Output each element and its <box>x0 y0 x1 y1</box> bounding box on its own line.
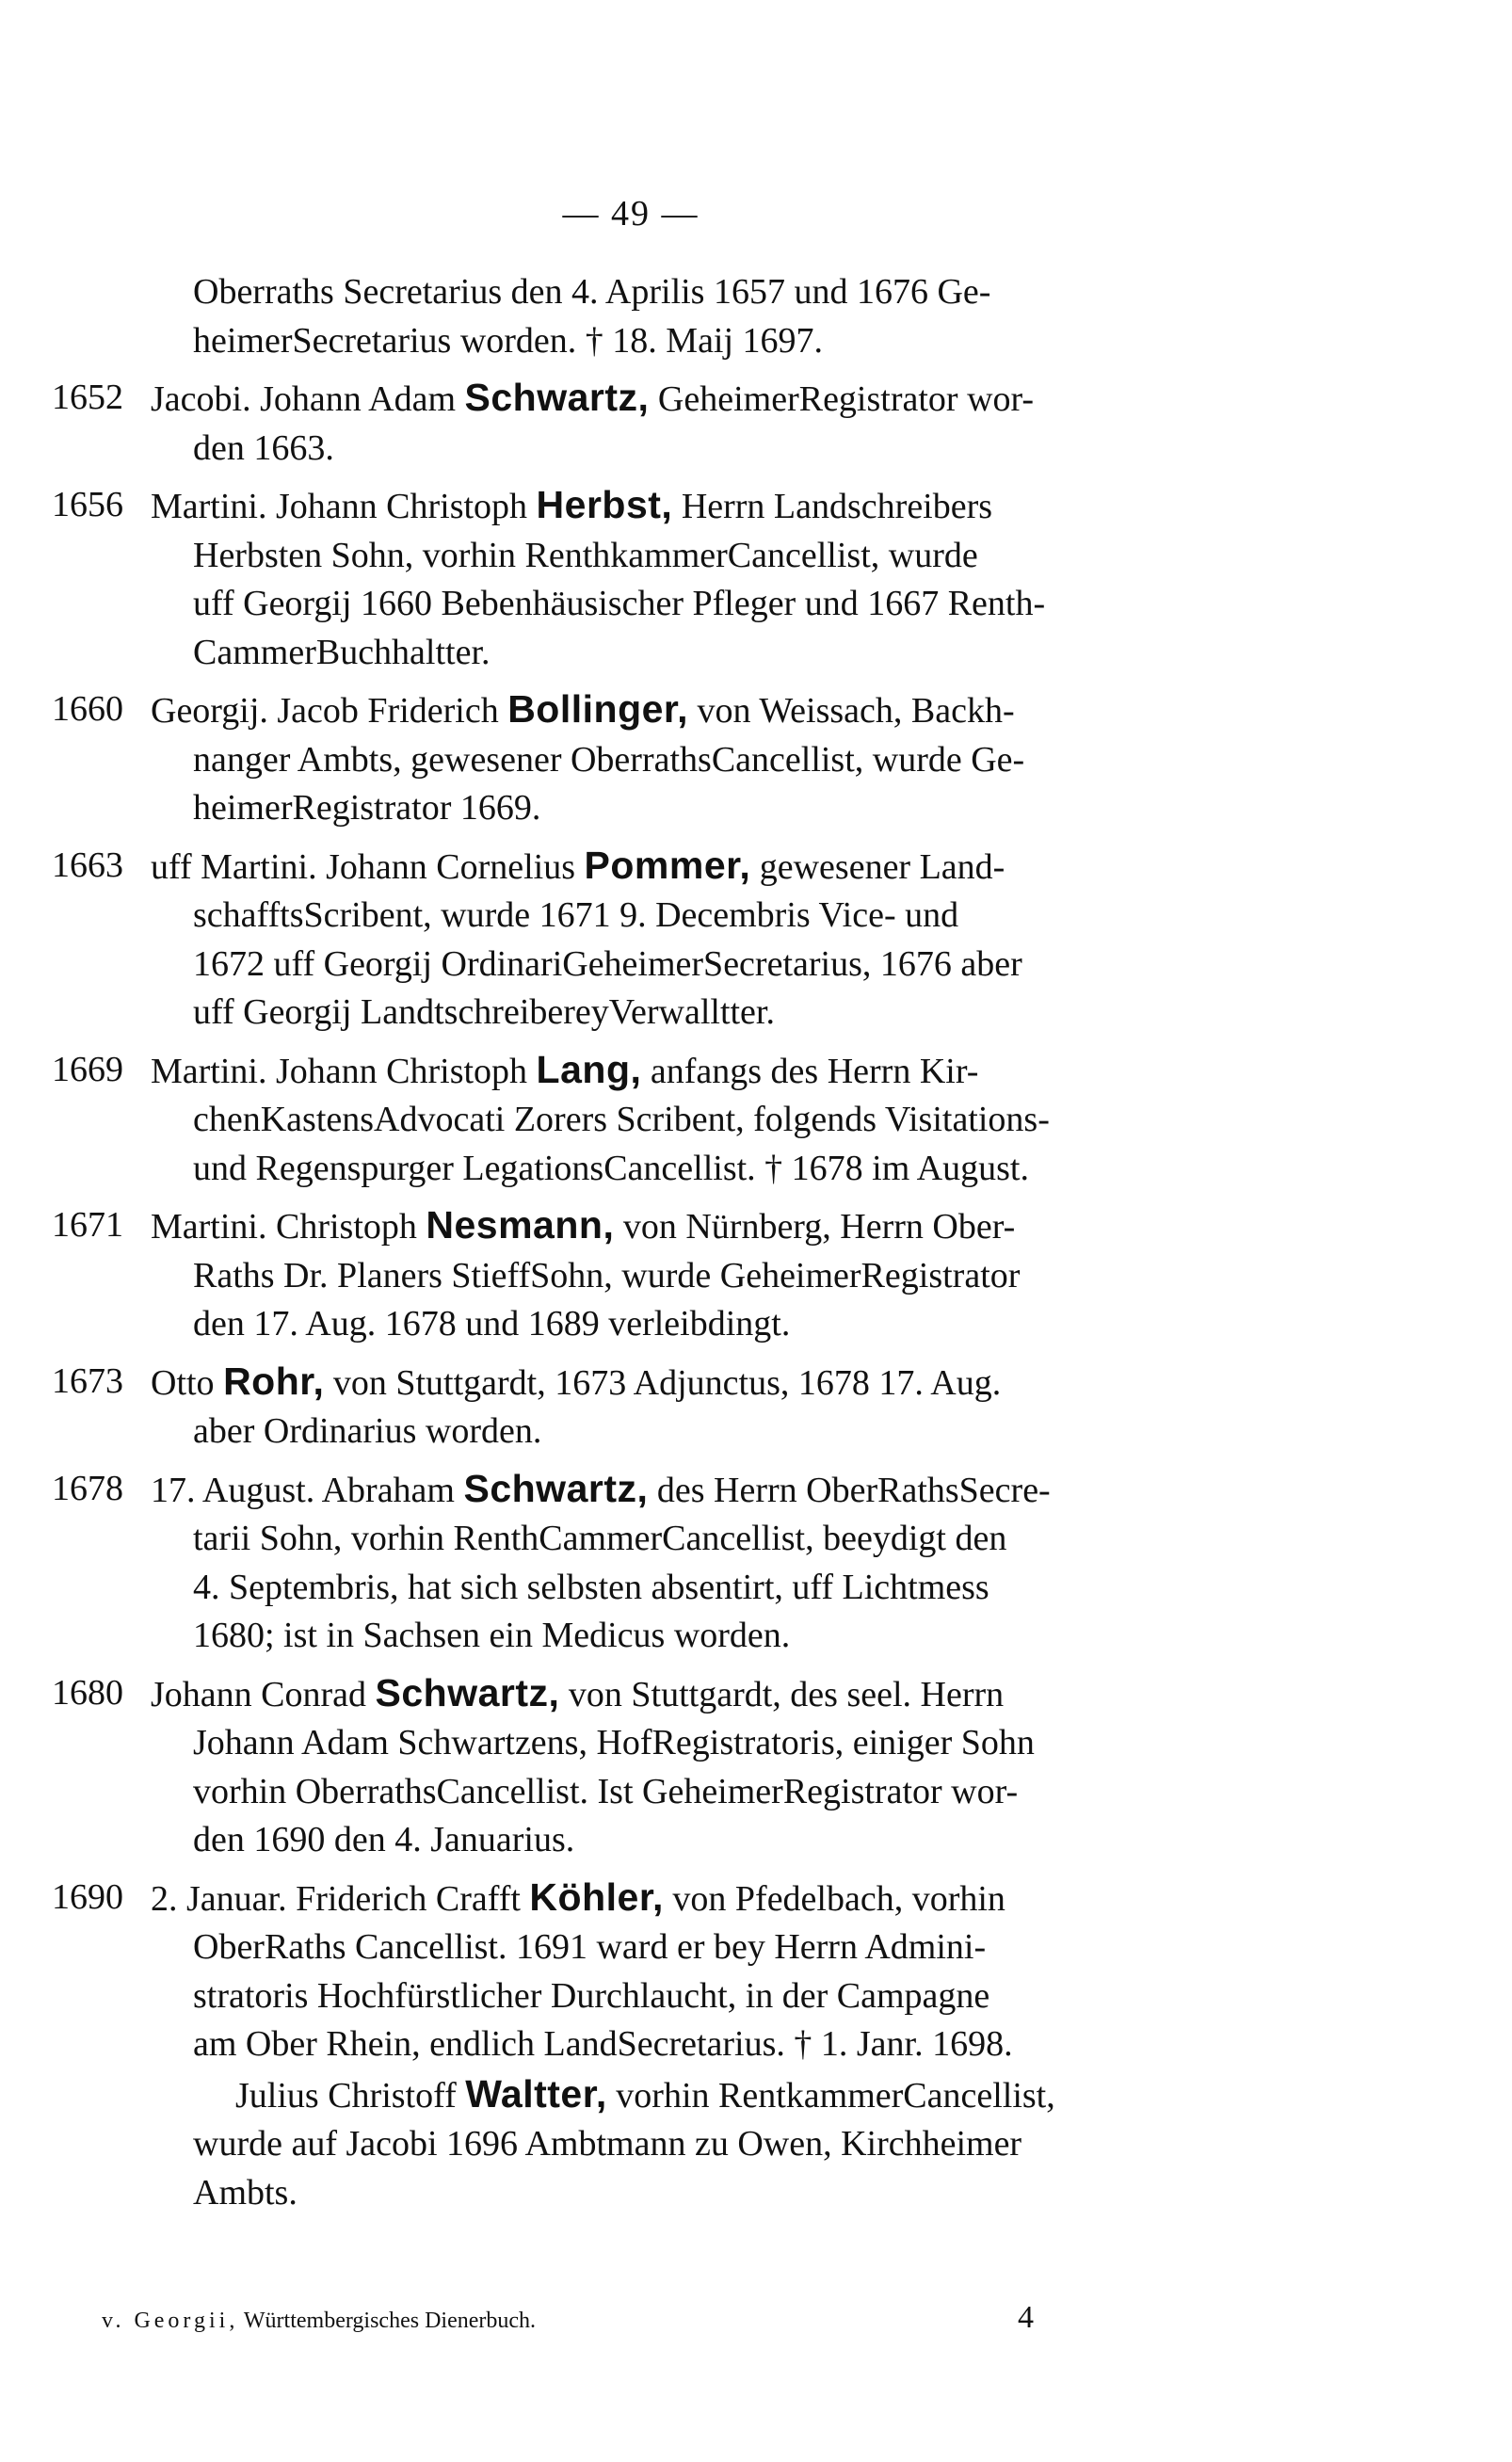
footer-author: v. Georgii, <box>102 2309 239 2333</box>
entry-text-before: Martini. Johann Christoph <box>151 1051 537 1091</box>
text-line: uff Georgij 1660 Bebenhäusischer Pfleger und 1667 Renth- <box>193 584 1046 623</box>
entry-year: 1663 <box>52 845 123 885</box>
entry <box>52 374 1205 473</box>
entry-text-before: Jacobi. Johann Adam <box>151 379 465 419</box>
entry-name: Pommer, <box>584 843 751 887</box>
entry-first-line <box>151 1669 1205 1720</box>
entry-text-before: 17. August. Abraham <box>151 1470 464 1510</box>
text-line: Herbsten Sohn, vorhin RenthkammerCancellist, wurde <box>193 535 978 575</box>
entry-text-after: von Stuttgardt, 1673 Adjunctus, 1678 17. Aug. <box>324 1362 1002 1403</box>
entry-name: Schwartz, <box>463 1466 649 1510</box>
entry <box>52 1201 1205 1349</box>
text-line: den 1663. <box>193 427 334 468</box>
entry-year: 1660 <box>52 689 123 729</box>
text-line: den 17. Aug. 1678 und 1689 verleibdingt. <box>193 1304 791 1344</box>
text-line: Ambts. <box>193 2172 298 2213</box>
text-line: vorhin OberrathsCancellist. Ist GeheimerRegistrator wor- <box>193 1771 1019 1811</box>
body-text <box>52 268 1205 2218</box>
entry-text-before: Georgij. Jacob Friderich <box>151 691 508 731</box>
text-line: OberRaths Cancellist. 1691 ward er bey Herrn Admini- <box>193 1927 987 1967</box>
entry-waltter <box>151 2070 1205 2218</box>
entry-year: 1673 <box>52 1360 123 1401</box>
entry-first-line <box>151 1874 1205 1924</box>
entry-year: 1678 <box>52 1468 123 1508</box>
entry-year: 1656 <box>52 485 123 524</box>
entry-name: Schwartz, <box>464 376 650 419</box>
continuation-paragraph <box>151 268 1205 365</box>
entry-first-line <box>151 685 1205 736</box>
text-line: aber Ordinarius worden. <box>193 1411 542 1451</box>
entry-year: 1669 <box>52 1049 123 1089</box>
text-line: und Regenspurger LegationsCancellist. † 1678 im August. <box>193 1148 1029 1188</box>
text-line: Oberraths Secretarius den 4. Aprilis 1657 und 1676 Ge- <box>193 272 991 312</box>
entry-year: 1671 <box>52 1205 123 1245</box>
text-line: wurde auf Jacobi 1696 Ambtmann zu Owen, Kirchheimer <box>193 2124 1022 2164</box>
text-line: 1680; ist in Sachsen ein Medicus worden. <box>193 1616 791 1655</box>
entry <box>52 685 1205 833</box>
entry-name: Nesmann, <box>426 1203 615 1247</box>
entry <box>52 1669 1205 1865</box>
entry-first-line <box>151 1358 1205 1408</box>
entry-text-after: von Weissach, Backh- <box>688 691 1015 731</box>
entry-name: Schwartz, <box>375 1670 560 1714</box>
text-line: schafftsScribent, wurde 1671 9. Decembris Vice- und <box>193 895 959 935</box>
entry-text-before: Julius Christoff <box>235 2075 466 2116</box>
entry-name: Herbst, <box>536 483 673 526</box>
entry-year: 1680 <box>52 1672 123 1713</box>
entry-name: Bollinger, <box>507 687 689 731</box>
entry-name: Waltter, <box>465 2071 607 2116</box>
entry <box>52 842 1205 1038</box>
text-line: 1672 uff Georgij OrdinariGeheimerSecretarius, 1676 aber <box>193 943 1022 984</box>
text-line: heimerSecretarius worden. † 18. Maij 1697. <box>193 320 824 361</box>
entry-first-line <box>151 1465 1205 1516</box>
text-line: Johann Adam Schwartzens, HofRegistratoris, einiger Sohn <box>193 1723 1035 1762</box>
text-line: den 1690 den 4. Januarius. <box>193 1820 575 1859</box>
footer-source <box>102 2309 536 2334</box>
text-line: chenKastensAdvocati Zorers Scribent, folgends Visitations- <box>193 1100 1050 1139</box>
entry-text-before: Martini. Christoph <box>151 1207 426 1247</box>
text-line: Raths Dr. Planers StieffSohn, wurde GeheimerRegistrator <box>193 1255 1021 1295</box>
entry <box>52 1358 1205 1456</box>
entry-text-before: Otto <box>151 1362 224 1403</box>
entry-first-line <box>151 1201 1205 1252</box>
entry-text-after: von Pfedelbach, vorhin <box>663 1878 1005 1919</box>
text-line: nanger Ambts, gewesener OberrathsCancellist, wurde Ge- <box>193 739 1025 780</box>
entry-text-after: des Herrn OberRathsSecre- <box>648 1470 1051 1510</box>
entry <box>52 1874 1205 2069</box>
entry-first-line <box>151 481 1205 532</box>
entry-name: Rohr, <box>223 1359 325 1403</box>
entry-text-before: uff Martini. Johann Cornelius <box>151 846 585 887</box>
text-line: heimerRegistrator 1669. <box>193 788 541 828</box>
entry-first-line <box>151 1046 1205 1097</box>
entry-text-before: Martini. Johann Christoph <box>151 487 537 526</box>
entry-first-line <box>151 842 1205 893</box>
entry-text-after: anfangs des Herrn Kir- <box>641 1051 979 1091</box>
signature-mark: 4 <box>1018 2300 1034 2335</box>
page-footer <box>102 2300 1053 2336</box>
text-line: tarii Sohn, vorhin RenthCammerCancellist, beeydigt den <box>193 1519 1007 1558</box>
entry-text-after: Herrn Landschreibers <box>672 487 993 526</box>
text-line: uff Georgij LandtschreibereyVerwalltter. <box>193 992 775 1032</box>
text-line: 4. Septembris, hat sich selbsten absentirt, uff Lichtmess <box>193 1567 989 1607</box>
entry <box>52 1046 1205 1194</box>
entry-text-after: vorhin RentkammerCancellist, <box>606 2075 1055 2116</box>
text-line: stratoris Hochfürstlicher Durchlaucht, in der Campagne <box>193 1975 990 2016</box>
entry-year: 1652 <box>52 378 123 417</box>
entry-text-before: 2. Januar. Friderich Crafft <box>151 1878 530 1919</box>
entry-list <box>52 374 1205 2069</box>
entry-text-after: von Stuttgardt, des seel. Herrn <box>559 1674 1005 1714</box>
entry-text-before: Johann Conrad <box>151 1674 376 1714</box>
entry-text-after: gewesener Land- <box>750 846 1005 887</box>
text-line: am Ober Rhein, endlich LandSecretarius. † 1. Janr. 1698. <box>193 2024 1013 2064</box>
text-line: CammerBuchhaltter. <box>193 632 491 672</box>
entry-first-line <box>193 2070 1205 2121</box>
entry-text-after: GeheimerRegistrator wor- <box>649 379 1035 419</box>
entry-year: 1690 <box>52 1876 123 1917</box>
entry-name: Köhler, <box>529 1875 664 1919</box>
entry <box>52 481 1205 677</box>
entry-first-line <box>151 374 1205 425</box>
page-number: — 49 — <box>562 194 700 233</box>
entry-text-after: von Nürnberg, Herrn Ober- <box>614 1207 1016 1247</box>
footer-title: Württembergisches Dienerbuch. <box>243 2309 537 2333</box>
entry-name: Lang, <box>536 1047 642 1091</box>
entry <box>52 1465 1205 1661</box>
